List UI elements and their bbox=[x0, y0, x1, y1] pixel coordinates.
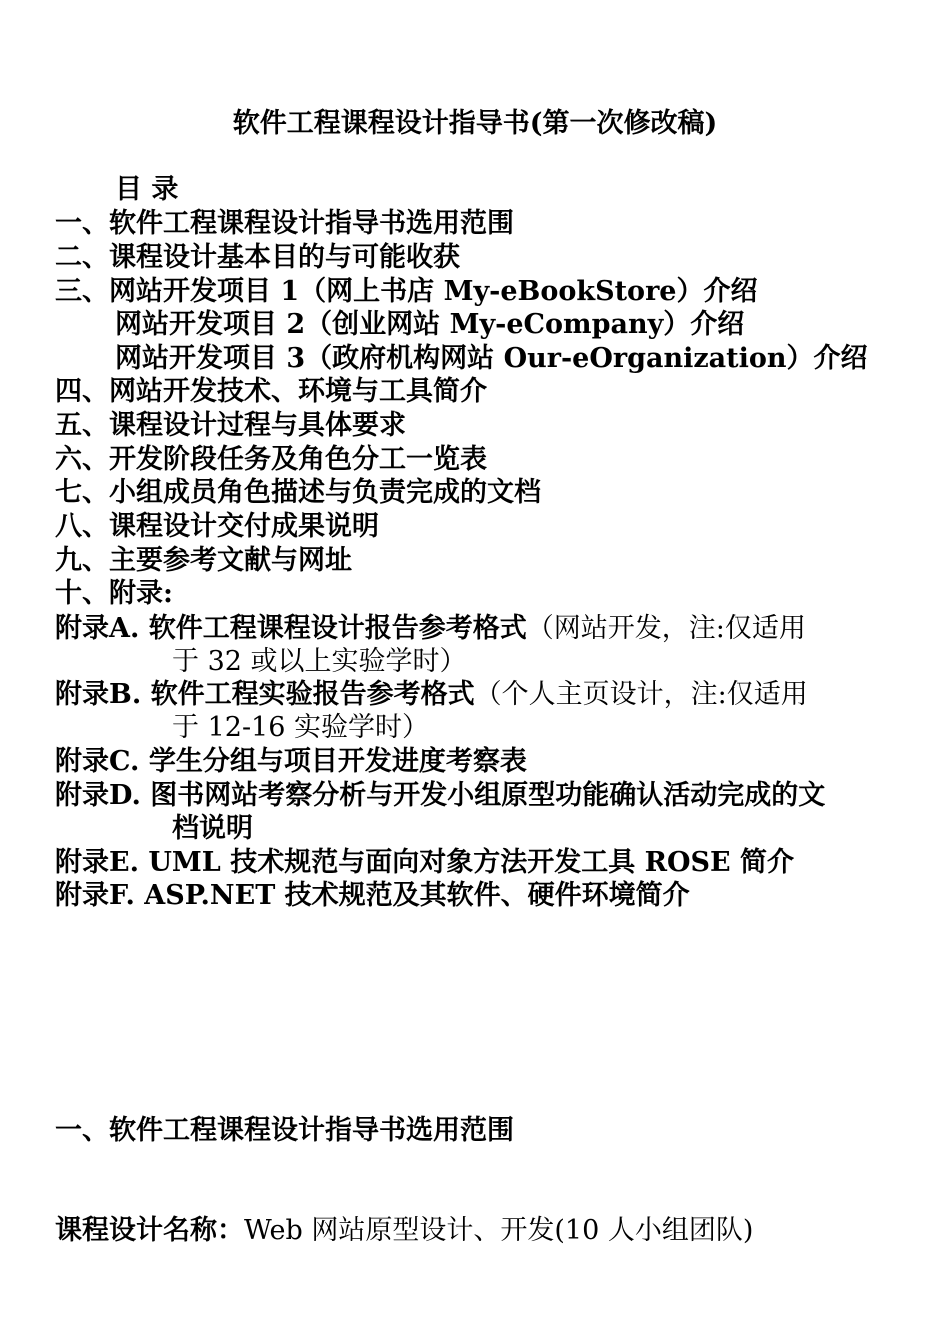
appendix-item: 附录C. 学生分组与项目开发进度考察表 bbox=[55, 746, 527, 777]
course-name-line bbox=[55, 1217, 753, 1244]
appendix-item: 附录D. 图书网站考察分析与开发小组原型功能确认活动完成的文 bbox=[55, 780, 826, 811]
toc-item: 六、开发阶段任务及角色分工一览表 bbox=[55, 444, 487, 475]
appendix-item bbox=[55, 681, 808, 708]
toc-item: 四、网站开发技术、环境与工具简介 bbox=[55, 376, 487, 407]
toc-item: 七、小组成员角色描述与负责完成的文档 bbox=[55, 477, 541, 508]
toc-item: 二、课程设计基本目的与可能收获 bbox=[55, 242, 460, 273]
appendix-continuation: 于 32 或以上实验学时） bbox=[172, 646, 467, 677]
toc-item: 九、主要参考文献与网址 bbox=[55, 545, 352, 576]
appendix-note: （个人主页设计，注:仅适用 bbox=[474, 679, 808, 710]
appendix-item: 附录E. UML 技术规范与面向对象方法开发工具 ROSE 简介 bbox=[55, 847, 795, 878]
toc-item: 网站开发项目 3（政府机构网站 Our-eOrganization）介绍 bbox=[115, 343, 868, 374]
appendix-continuation: 于 12-16 实验学时） bbox=[172, 712, 430, 743]
document-title: 软件工程课程设计指导书(第一次修改稿) bbox=[232, 108, 718, 139]
toc-item: 三、网站开发项目 1（网上书店 My-eBookStore）介绍 bbox=[55, 276, 758, 307]
course-label: 课程设计名称： bbox=[55, 1215, 244, 1246]
appendix-title: 附录A. 软件工程课程设计报告参考格式 bbox=[55, 613, 527, 644]
appendix-item bbox=[55, 615, 806, 642]
appendix-item: 附录F. ASP.NET 技术规范及其软件、硬件环境简介 bbox=[55, 880, 690, 911]
appendix-continuation: 档说明 bbox=[172, 813, 253, 844]
appendix-title: 附录B. 软件工程实验报告参考格式 bbox=[55, 679, 475, 710]
toc-item: 网站开发项目 2（创业网站 My-eCompany）介绍 bbox=[115, 309, 745, 340]
course-value: Web 网站原型设计、开发(10 人小组团队) bbox=[244, 1215, 754, 1246]
appendix-note: （网站开发，注:仅适用 bbox=[526, 613, 806, 644]
toc-item: 十、附录: bbox=[55, 578, 173, 609]
toc-item: 五、课程设计过程与具体要求 bbox=[55, 410, 406, 441]
section-heading: 一、软件工程课程设计指导书选用范围 bbox=[55, 1115, 514, 1146]
toc-heading: 目 录 bbox=[115, 174, 179, 205]
toc-item: 八、课程设计交付成果说明 bbox=[55, 511, 379, 542]
toc-item: 一、软件工程课程设计指导书选用范围 bbox=[55, 208, 514, 239]
